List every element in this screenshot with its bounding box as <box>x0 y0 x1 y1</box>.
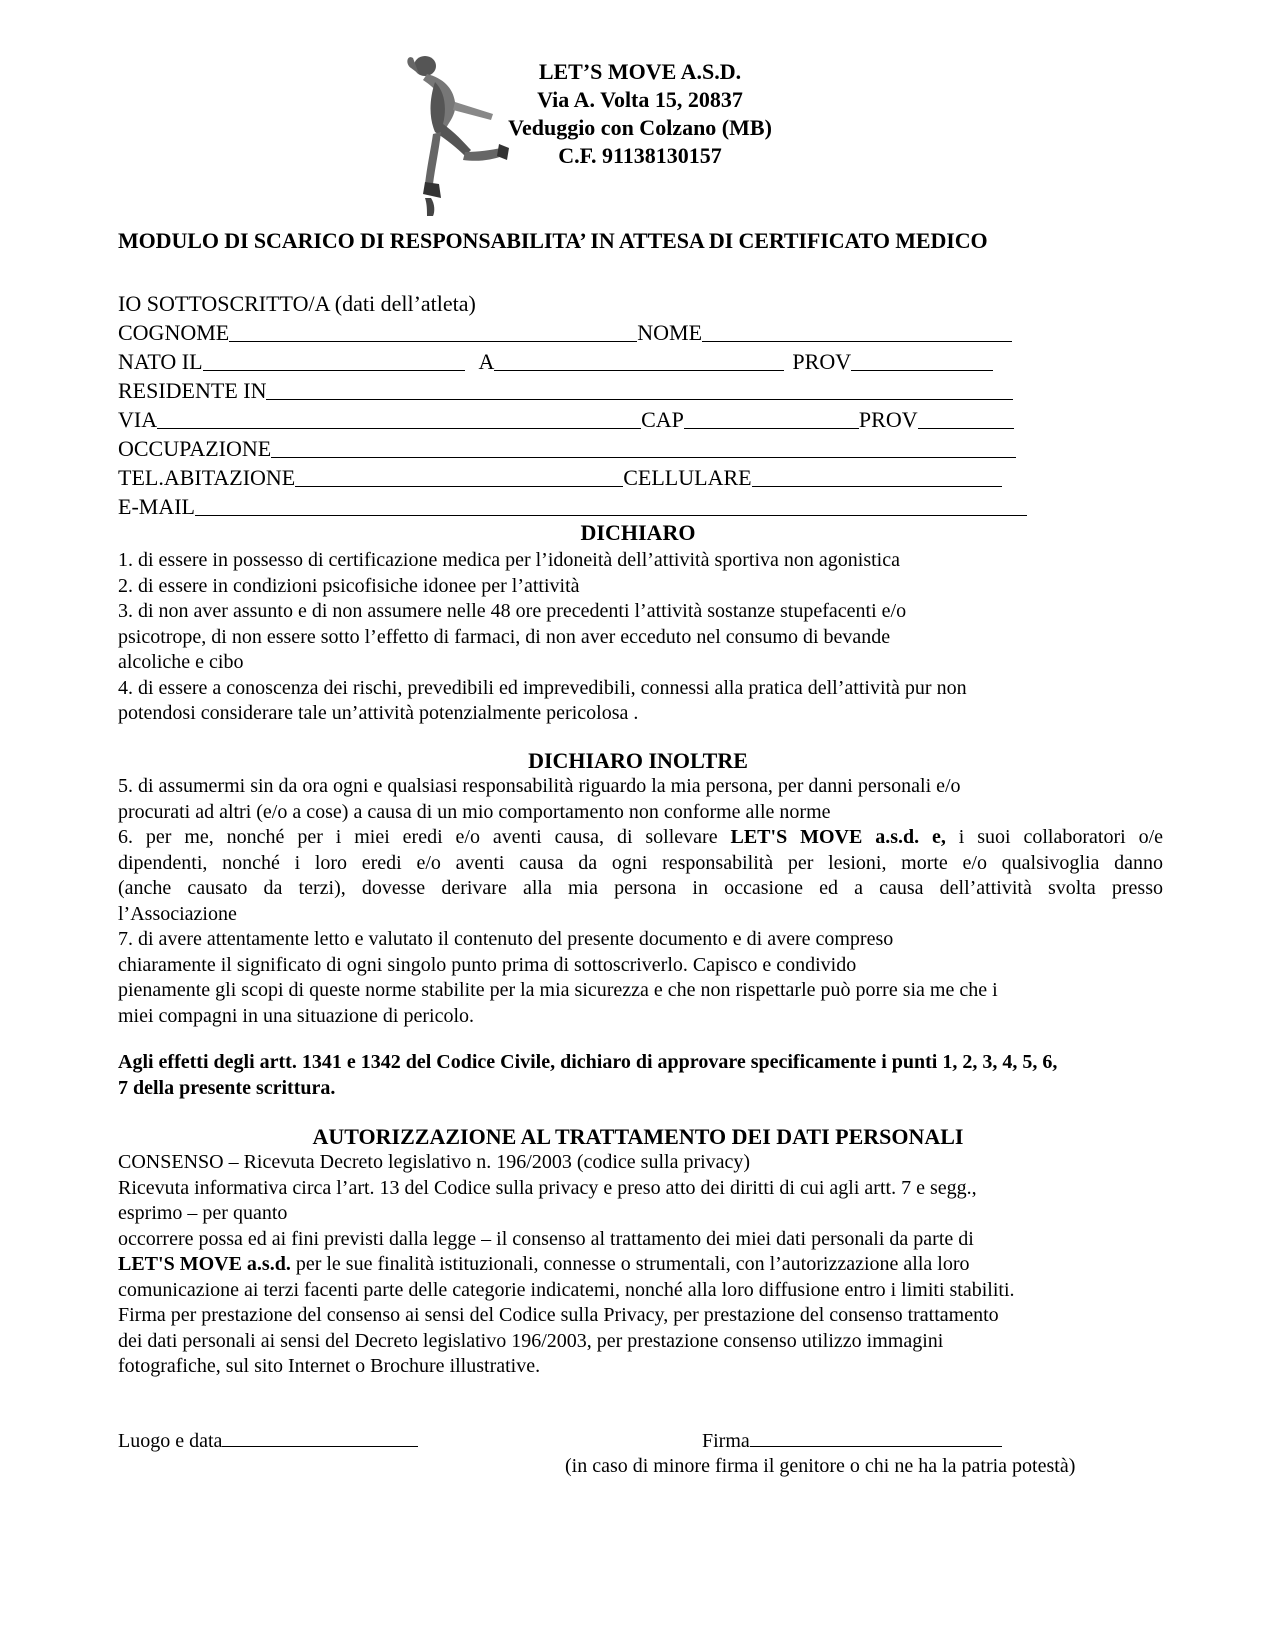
luogo-data-row <box>118 1428 418 1453</box>
org-address-line2: Veduggio con Colzano (MB) <box>508 115 772 140</box>
approval-statement <box>118 1050 1168 1101</box>
dichiaro-line: 2. di essere in condizioni psicofisiche idonee per l’attività <box>118 574 580 597</box>
occupazione-label: OCCUPAZIONE <box>118 436 272 461</box>
privacy-line: dei dati personali ai sensi del Decreto legislativo 196/2003, per prestazione consenso utilizzo immagini <box>118 1329 944 1352</box>
firma-label: Firma <box>702 1430 750 1452</box>
prov-residenza-field[interactable] <box>918 408 1014 429</box>
form-row-birth <box>118 346 1088 375</box>
prov2-label: PROV <box>858 407 918 432</box>
document-title: MODULO DI SCARICO DI RESPONSABILITA’ IN ATTESA DI CERTIFICATO MEDICO <box>118 228 988 253</box>
org-name-inline: LET'S MOVE a.s.d. <box>118 1253 291 1275</box>
occupazione-field[interactable] <box>271 437 1016 458</box>
privacy-line: Ricevuta informativa circa l’art. 13 del Codice sulla privacy e preso atto dei diritti di cui agli artt. 7 e segg., <box>118 1176 977 1199</box>
privacy-l5-post: per le sue finalità istituzionali, connesse o strumentali, con l’autorizzazione alla loro <box>290 1253 970 1275</box>
form-row-address <box>118 404 1088 433</box>
prov-label: PROV <box>792 349 852 374</box>
cellulare-label: CELLULARE <box>623 465 752 490</box>
inoltre-line: l’Associazione <box>118 902 237 925</box>
luogo-data-label: Luogo e data <box>118 1430 223 1452</box>
cap-label: CAP <box>641 407 684 432</box>
privacy-heading: AUTORIZZAZIONE AL TRATTAMENTO DEI DATI PERSONALI <box>312 1124 964 1149</box>
form-intro-row <box>118 288 1088 317</box>
dichiaro-list <box>118 548 1168 727</box>
dichiaro-inoltre-heading: DICHIARO INOLTRE <box>528 748 748 773</box>
approval-line: 7 della presente scrittura. <box>118 1076 336 1099</box>
privacy-line: fotografiche, sul sito Internet o Brochure illustrative. <box>118 1355 541 1377</box>
nato-il-field[interactable] <box>203 350 465 371</box>
inoltre-line: procurati ad altri (e/o a cose) a causa di un mio comportamento non conforme alle norme <box>118 800 831 823</box>
prov-nascita-field[interactable] <box>851 350 993 371</box>
privacy-line: Firma per prestazione del consenso ai sensi del Codice sulla Privacy, per prestazione del consenso trattamento <box>118 1304 999 1326</box>
inoltre-line: 5. di assumermi sin da ora ogni e qualsiasi responsabilità riguardo la mia persona, per danni personali e/o <box>118 775 961 797</box>
approval-line: Agli effetti degli artt. 1341 e 1342 del Codice Civile, dichiaro di approvare specificamente i punti 1, 2, 3, 4, 5, 6, <box>118 1051 1058 1073</box>
luogo-nascita-field[interactable] <box>494 350 784 371</box>
privacy-line: esprimo – per quanto <box>118 1202 288 1224</box>
form-row-residence <box>118 375 1088 404</box>
firma-row <box>702 1428 1002 1453</box>
nato-il-label: NATO IL <box>118 349 203 374</box>
a-label: A <box>478 349 495 374</box>
org-tax-code: C.F. 91138130157 <box>558 143 722 168</box>
inoltre-line: miei compagni in una situazione di pericolo. <box>118 1004 475 1027</box>
dichiaro-line: alcoliche e cibo <box>118 651 244 673</box>
tel-label: TEL.ABITAZIONE <box>118 465 296 490</box>
form-intro: IO SOTTOSCRITTO/A (dati dell’atleta) <box>118 291 476 316</box>
inoltre-line: chiaramente il significato di ogni singolo punto prima di sottoscriverlo. Capisco e condivido <box>118 953 857 976</box>
residente-label: RESIDENTE IN <box>118 378 267 403</box>
via-field[interactable] <box>157 408 641 429</box>
inoltre-line: pienamente gli scopi di queste norme stabilite per la mia sicurezza e che non rispettarle può porre sia me che i <box>118 979 998 1001</box>
dichiaro-inoltre-list <box>118 774 1168 1029</box>
inoltre-line: dipendenti, nonché i loro eredi e/o aventi causa da ogni responsabilità per lesioni, morte e/o qualsivoglia danno <box>118 851 1163 874</box>
form-row-name <box>118 317 1088 346</box>
privacy-text <box>118 1150 1168 1380</box>
privacy-line: CONSENSO – Ricevuta Decreto legislativo n. 196/2003 (codice sulla privacy) <box>118 1151 751 1173</box>
dichiaro-line: potendosi considerare tale un’attività potenzialmente pericolosa . <box>118 702 639 724</box>
residente-field[interactable] <box>266 379 1013 400</box>
org-name-inline: LET'S MOVE a.s.d. e, <box>730 826 946 848</box>
nome-label: NOME <box>637 320 703 345</box>
form-row-email <box>118 491 1088 520</box>
tel-field[interactable] <box>295 466 623 487</box>
inoltre-line-6 <box>118 825 1163 851</box>
org-address-line1: Via A. Volta 15, 20837 <box>537 87 743 112</box>
privacy-line-5 <box>118 1252 1168 1278</box>
dichiaro-line: 4. di essere a conoscenza dei rischi, prevedibili ed imprevedibili, connessi alla pratica dell’attività pur non <box>118 676 967 699</box>
org-name: LET’S MOVE A.S.D. <box>538 59 742 84</box>
cognome-label: COGNOME <box>118 320 230 345</box>
privacy-line: occorrere possa ed ai fini previsti dalla legge – il consenso al trattamento dei miei dati personali da parte di <box>118 1227 974 1250</box>
luogo-data-field[interactable] <box>222 1428 418 1447</box>
form-row-occupation <box>118 433 1088 462</box>
via-label: VIA <box>118 407 158 432</box>
cognome-field[interactable] <box>229 321 637 342</box>
email-label: E-MAIL <box>118 494 195 519</box>
dichiaro-line: psicotrope, di non essere sotto l’effetto di farmaci, di non aver ecceduto nel consumo di bevande <box>118 625 891 648</box>
inoltre-l3-post: i suoi collaboratori o/e <box>945 826 1164 848</box>
inoltre-line: (anche causato da terzi), dovesse derivare alla mia persona in occasione ed a causa dell’attività svolta presso <box>118 877 1163 899</box>
inoltre-l3-pre: 6. per me, nonché per i miei eredi e/o aventi causa, di sollevare <box>118 826 731 848</box>
dichiaro-heading: DICHIARO <box>580 520 696 545</box>
form-row-phone <box>118 462 1088 491</box>
athlete-data-form <box>118 288 1088 520</box>
dichiaro-line: 3. di non aver assunto e di non assumere nelle 48 ore precedenti l’attività sostanze stupefacenti e/o <box>118 600 907 622</box>
dichiaro-line: 1. di essere in possesso di certificazione medica per l’idoneità dell’attività sportiva non agonistica <box>118 549 900 571</box>
firma-field[interactable] <box>750 1428 1002 1447</box>
cellulare-field[interactable] <box>752 466 1002 487</box>
cap-field[interactable] <box>684 408 859 429</box>
email-field[interactable] <box>195 495 1027 516</box>
inoltre-line: 7. di avere attentamente letto e valutato il contenuto del presente documento e di avere compreso <box>118 928 894 950</box>
privacy-line: comunicazione ai terzi facenti parte delle categorie indicatemi, nonché alla loro diffusione entro i limiti stabiliti. <box>118 1278 1015 1301</box>
nome-field[interactable] <box>702 321 1012 342</box>
organization-header <box>440 58 840 170</box>
firma-note: (in caso di minore firma il genitore o chi ne ha la patria potestà) <box>565 1455 1076 1477</box>
